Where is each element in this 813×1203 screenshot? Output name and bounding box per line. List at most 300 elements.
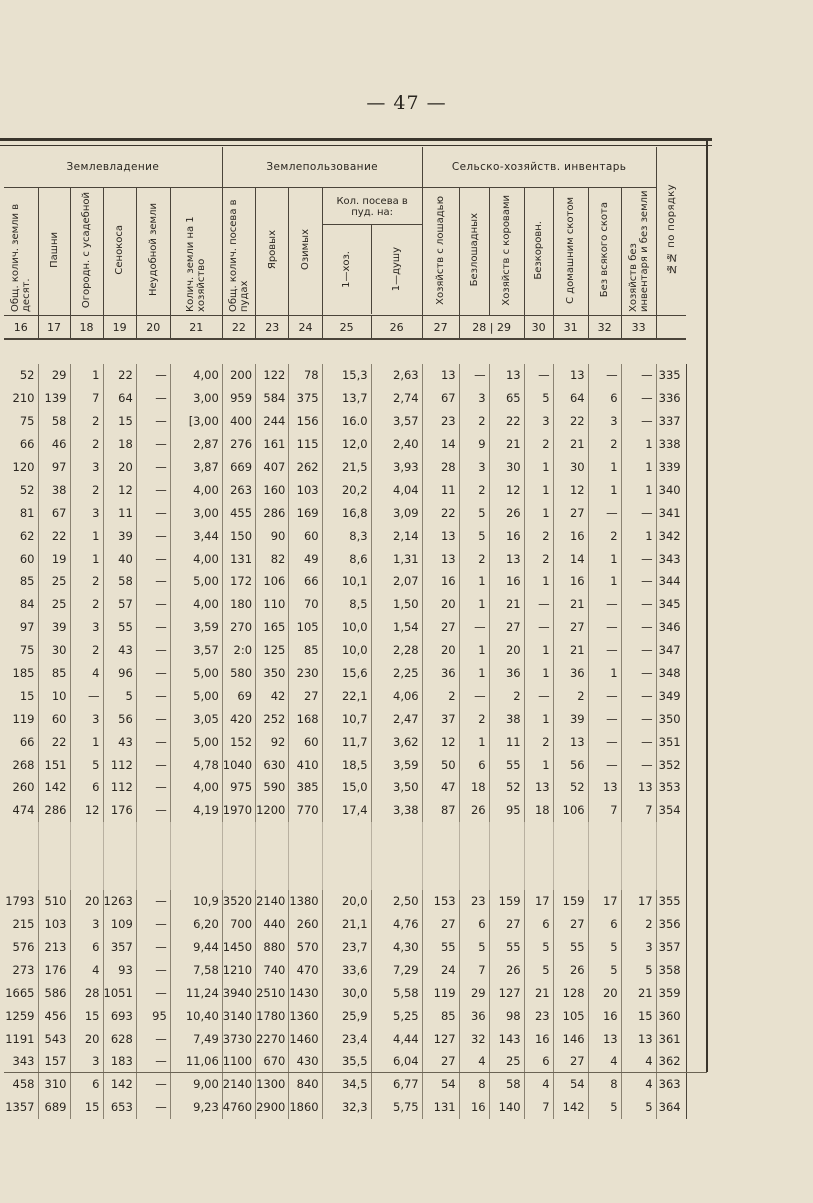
table-cell: 2 [459,478,489,501]
table-cell: 112 [103,753,136,776]
table-cell: 4,00 [170,364,222,387]
table-cell: 22 [38,524,70,547]
table-cell: 21,5 [322,456,371,479]
table-cell: — [524,616,553,639]
table-cell: 4,00 [170,593,222,616]
table-cell: 21,1 [322,913,371,936]
table-cell: 15,3 [322,364,371,387]
table-cell: — [136,570,170,593]
table-cell: 5 [459,936,489,959]
table-cell: 8,3 [322,524,371,547]
table-cell: — [621,364,656,387]
table-cell: 21 [489,593,524,616]
table-cell: 153 [422,890,459,913]
table-cell: 3 [70,707,103,730]
table-row [4,936,686,959]
col-number: 31 [553,316,588,340]
row-number-cell: 345 [656,593,686,616]
table-cell: — [136,890,170,913]
row-number-cell: 361 [656,1027,686,1050]
table-cell: 8 [588,1073,621,1096]
table-cell: 3 [70,501,103,524]
table-cell: 3,62 [371,730,422,753]
table-row [4,1027,686,1050]
table-cell: 1 [524,753,553,776]
row-number-cell: 335 [656,364,686,387]
table-cell: 407 [256,456,289,479]
table-cell: 3,09 [371,501,422,524]
table-cell: 127 [489,981,524,1004]
table-cell: 16 [588,1004,621,1027]
table-cell: 156 [289,410,322,433]
table-cell: 3,57 [371,410,422,433]
table-cell: 18 [459,776,489,799]
table-cell: 85 [38,662,70,685]
row-number-cell: 363 [656,1073,686,1096]
table-cell: 11 [422,478,459,501]
table-cell: 168 [289,707,322,730]
row-number-cell: 339 [656,456,686,479]
table-cell: 1 [524,662,553,685]
table-cell: 669 [222,456,255,479]
table-cell: 570 [289,936,322,959]
table-cell: 2,25 [371,662,422,685]
table-cell: 66 [4,730,38,753]
table-cell: 2,50 [371,890,422,913]
table-cell: 310 [38,1073,70,1096]
table-cell: 1460 [289,1027,322,1050]
table-cell: 54 [553,1073,588,1096]
col-head-14: Безкоровн. [524,188,553,316]
group-inventar: Сельско-хозяйств. инвентарь [422,147,656,188]
table-cell: 6,20 [170,913,222,936]
table-cell: 1 [459,639,489,662]
table-cell: 262 [289,456,322,479]
table-cell: 4760 [222,1096,255,1119]
table-cell: 5,00 [170,730,222,753]
table-cell: 105 [553,1004,588,1027]
table-cell: 213 [38,936,70,959]
table-cell: 10,0 [322,639,371,662]
table-cell: 27 [289,684,322,707]
row-number-cell: 344 [656,570,686,593]
table-cell: 420 [222,707,255,730]
table-cell: 180 [222,593,255,616]
table-cell: 8,5 [322,593,371,616]
table-cell: 16 [553,570,588,593]
table-cell: 11,06 [170,1050,222,1073]
table-cell: 2 [70,478,103,501]
table-cell: 4 [524,1073,553,1096]
table-cell: 65 [489,387,524,410]
table-cell: 385 [289,776,322,799]
table-cell: 20 [103,456,136,479]
table-cell: 27 [422,913,459,936]
table-cell: 230 [289,662,322,685]
table-cell: 14 [553,547,588,570]
table-cell: 3 [70,616,103,639]
table-cell: — [459,684,489,707]
table-cell: 3 [459,456,489,479]
table-cell: — [136,456,170,479]
table-cell: 26 [553,958,588,981]
table-cell: 23,7 [322,936,371,959]
table-cell: 27 [553,1050,588,1073]
table-cell: 880 [256,936,289,959]
table-cell: 4,19 [170,799,222,822]
table-cell: 5 [524,936,553,959]
table-cell: 689 [38,1096,70,1119]
table-cell: 17 [621,890,656,913]
col-head-6: Общ. колич. посева в пудах [222,188,255,316]
table-cell: 286 [38,799,70,822]
table-cell: 26 [459,799,489,822]
table-cell: 543 [38,1027,70,1050]
table-row [4,478,686,501]
table-cell: 36 [489,662,524,685]
table-cell: 58 [489,1073,524,1096]
table-cell: 60 [38,707,70,730]
table-cell: 159 [553,890,588,913]
table-cell: 8 [459,1073,489,1096]
table-cell: 92 [256,730,289,753]
table-cell: — [588,501,621,524]
table-cell: 15 [4,684,38,707]
table-cell: 7,58 [170,958,222,981]
table-cell: — [621,410,656,433]
table-cell: 52 [4,478,38,501]
table-cell: 2 [422,684,459,707]
table-cell: 5 [70,753,103,776]
table-cell: 16 [489,524,524,547]
table-cell: 13 [588,1027,621,1050]
table-cell: 1259 [4,1004,38,1027]
col-number: 28 | 29 [459,316,524,340]
col-number: 20 [136,316,170,340]
table-cell: 97 [38,456,70,479]
table-cell: 1450 [222,936,255,959]
table-cell: 5,75 [371,1096,422,1119]
table-cell: 115 [289,433,322,456]
table-cell: 146 [553,1027,588,1050]
table-cell: 50 [422,753,459,776]
table-cell: 6,77 [371,1073,422,1096]
table-cell: 3 [70,913,103,936]
table-cell: — [136,387,170,410]
table-cell: 5 [524,958,553,981]
table-cell: — [621,753,656,776]
col-number: 33 [621,316,656,340]
table-cell: 2,28 [371,639,422,662]
table-cell: 7,49 [170,1027,222,1050]
table-cell: 2,47 [371,707,422,730]
table-cell: — [621,684,656,707]
table-cell: 54 [422,1073,459,1096]
table-row [4,730,686,753]
table-cell: 16 [489,570,524,593]
table-cell: 350 [256,662,289,685]
table-cell: 25,9 [322,1004,371,1027]
table-cell: 23 [422,410,459,433]
table-cell: 1860 [289,1096,322,1119]
table-cell: 20 [588,981,621,1004]
table-cell: 12 [553,478,588,501]
table-cell: 21 [553,593,588,616]
table-cell: 75 [4,410,38,433]
table-cell: 13,7 [322,387,371,410]
table-cell: — [136,364,170,387]
table-cell: 81 [4,501,38,524]
table-cell: 1051 [103,981,136,1004]
table-cell: 6,04 [371,1050,422,1073]
table-cell: 27 [553,913,588,936]
table-cell: 1300 [256,1073,289,1096]
table-cell: 24 [422,958,459,981]
table-cell: 5 [621,1096,656,1119]
table-cell: 3,00 [170,387,222,410]
table-cell: 3 [588,410,621,433]
row-number-cell: 364 [656,1096,686,1119]
table-cell: 142 [38,776,70,799]
table-cell: — [70,684,103,707]
table-cell: — [136,478,170,501]
table-cell: 67 [38,501,70,524]
table-cell: 4 [621,1050,656,1073]
row-number-cell: 353 [656,776,686,799]
table-cell: 13 [489,364,524,387]
table-cell: 590 [256,776,289,799]
table-cell: — [136,410,170,433]
row-number-cell: 340 [656,478,686,501]
table-cell: 270 [222,616,255,639]
table-cell: 6 [524,1050,553,1073]
table-cell: 276 [222,433,255,456]
table-cell: 5 [588,936,621,959]
table-cell: 22 [38,730,70,753]
table-cell: 7,29 [371,958,422,981]
table-cell: 260 [4,776,38,799]
table-cell: 16 [524,1027,553,1050]
table-cell: 2 [524,547,553,570]
table-cell: — [621,662,656,685]
table-cell: 37 [422,707,459,730]
table-cell: 25 [38,570,70,593]
table-cell: 60 [289,524,322,547]
table-cell: 13 [621,776,656,799]
table-cell: 1 [621,456,656,479]
table-cell: 2 [459,547,489,570]
table-cell: 21 [524,981,553,1004]
table-cell: 458 [4,1073,38,1096]
table-cell: 410 [289,753,322,776]
table-cell: 21 [553,433,588,456]
table-cell: 17 [588,890,621,913]
table-cell: — [136,684,170,707]
table-cell: 18,5 [322,753,371,776]
table-cell: 286 [256,501,289,524]
table-cell: 42 [256,684,289,707]
table-cell: 13 [422,524,459,547]
table-cell: 47 [422,776,459,799]
table-cell: — [588,707,621,730]
table-cell: 23 [524,1004,553,1027]
row-number-cell: 349 [656,684,686,707]
table-row [4,616,686,639]
table-cell: 15 [70,1004,103,1027]
table-cell: 85 [422,1004,459,1027]
table-row [4,593,686,616]
table-cell: — [136,1096,170,1119]
table-cell: 169 [289,501,322,524]
table-cell: — [136,433,170,456]
table-cell: 1 [588,662,621,685]
table-cell: 2 [588,433,621,456]
row-number-cell: 354 [656,799,686,822]
table-cell: 143 [489,1027,524,1050]
table-cell: — [136,1027,170,1050]
table-cell: — [136,707,170,730]
table-cell: 7 [70,387,103,410]
table-cell: 62 [4,524,38,547]
table-cell: 21 [553,639,588,662]
table-cell: 30 [489,456,524,479]
table-cell: 10,40 [170,1004,222,1027]
table-cell: 4,30 [371,936,422,959]
table-cell: 510 [38,890,70,913]
table-cell: 3,59 [170,616,222,639]
table-cell: 1,31 [371,547,422,570]
table-body [4,339,686,1119]
table-cell: 430 [289,1050,322,1073]
table-cell: 150 [222,524,255,547]
table-cell: 474 [4,799,38,822]
table-cell: 4,76 [371,913,422,936]
row-number-cell: 358 [656,958,686,981]
table-cell: 22 [422,501,459,524]
col-number [656,316,686,340]
table-cell: 4 [459,1050,489,1073]
table-cell: 455 [222,501,255,524]
table-cell: 4,04 [371,478,422,501]
table-cell: 35,5 [322,1050,371,1073]
table-cell: 1 [621,478,656,501]
table-cell: 15,6 [322,662,371,685]
table-cell: 142 [553,1096,588,1119]
table-cell: 29 [459,981,489,1004]
table-cell: 1 [524,570,553,593]
table-cell: 56 [103,707,136,730]
table-cell: 11 [489,730,524,753]
table-cell: 52 [4,364,38,387]
table-cell: 64 [553,387,588,410]
table-cell: 6 [588,387,621,410]
table-cell: 160 [256,478,289,501]
table-cell: 20 [422,639,459,662]
table-cell: 159 [489,890,524,913]
table-cell: 139 [38,387,70,410]
col-number: 32 [588,316,621,340]
table-cell: 2:0 [222,639,255,662]
table-cell: — [136,1050,170,1073]
table-row [4,1004,686,1027]
table-cell: 3,38 [371,799,422,822]
table-row [4,570,686,593]
table-cell: 52 [489,776,524,799]
row-number-cell: 336 [656,387,686,410]
table-cell: 6 [70,1073,103,1096]
table-cell: 16 [553,524,588,547]
table-cell: 5 [524,387,553,410]
table-cell: 185 [4,662,38,685]
table-cell: 165 [256,616,289,639]
table-cell: 85 [289,639,322,662]
row-number-cell: 352 [656,753,686,776]
table-cell: 21 [489,433,524,456]
table-cell: 11,24 [170,981,222,1004]
col-number: 17 [38,316,70,340]
table-cell: 2 [524,433,553,456]
table-cell: 29 [38,364,70,387]
table-cell: 161 [256,433,289,456]
table-cell: — [588,684,621,707]
table-cell: — [136,730,170,753]
table-cell: 2 [459,410,489,433]
table-cell: — [621,593,656,616]
table-cell: 70 [289,593,322,616]
table-cell: 8,6 [322,547,371,570]
table-cell: 375 [289,387,322,410]
table-cell: 46 [38,433,70,456]
table-row [4,776,686,799]
table-cell: 27 [422,616,459,639]
table-cell: 400 [222,410,255,433]
table-cell: 3730 [222,1027,255,1050]
table-cell: 67 [422,387,459,410]
table-cell: 27 [422,1050,459,1073]
table-cell: 2 [489,684,524,707]
table-cell: — [136,913,170,936]
table-cell: 36 [459,1004,489,1027]
table-cell: 85 [4,570,38,593]
table-cell: 1,54 [371,616,422,639]
table-cell: 11 [103,501,136,524]
table-cell: 1357 [4,1096,38,1119]
table-cell: 456 [38,1004,70,1027]
table-cell: 1100 [222,1050,255,1073]
table-cell: — [621,707,656,730]
table-cell: 19 [38,547,70,570]
table-cell: 27 [553,501,588,524]
table-cell: 470 [289,958,322,981]
table-cell: 14 [422,433,459,456]
col-number: 19 [103,316,136,340]
table-cell: — [588,364,621,387]
table-cell: 2,87 [170,433,222,456]
table-row [4,684,686,707]
table-cell: 260 [289,913,322,936]
table-cell: 1263 [103,890,136,913]
table-cell: 1040 [222,753,255,776]
table-cell: 2900 [256,1096,289,1119]
table-cell: 959 [222,387,255,410]
group-zemlevladenie: Землевладение [4,147,222,188]
table-cell: 268 [4,753,38,776]
table-cell: 1 [524,456,553,479]
table-right-edge [706,140,708,1072]
table-row [4,662,686,685]
table-cell: 1 [524,707,553,730]
table-cell: 32,3 [322,1096,371,1119]
